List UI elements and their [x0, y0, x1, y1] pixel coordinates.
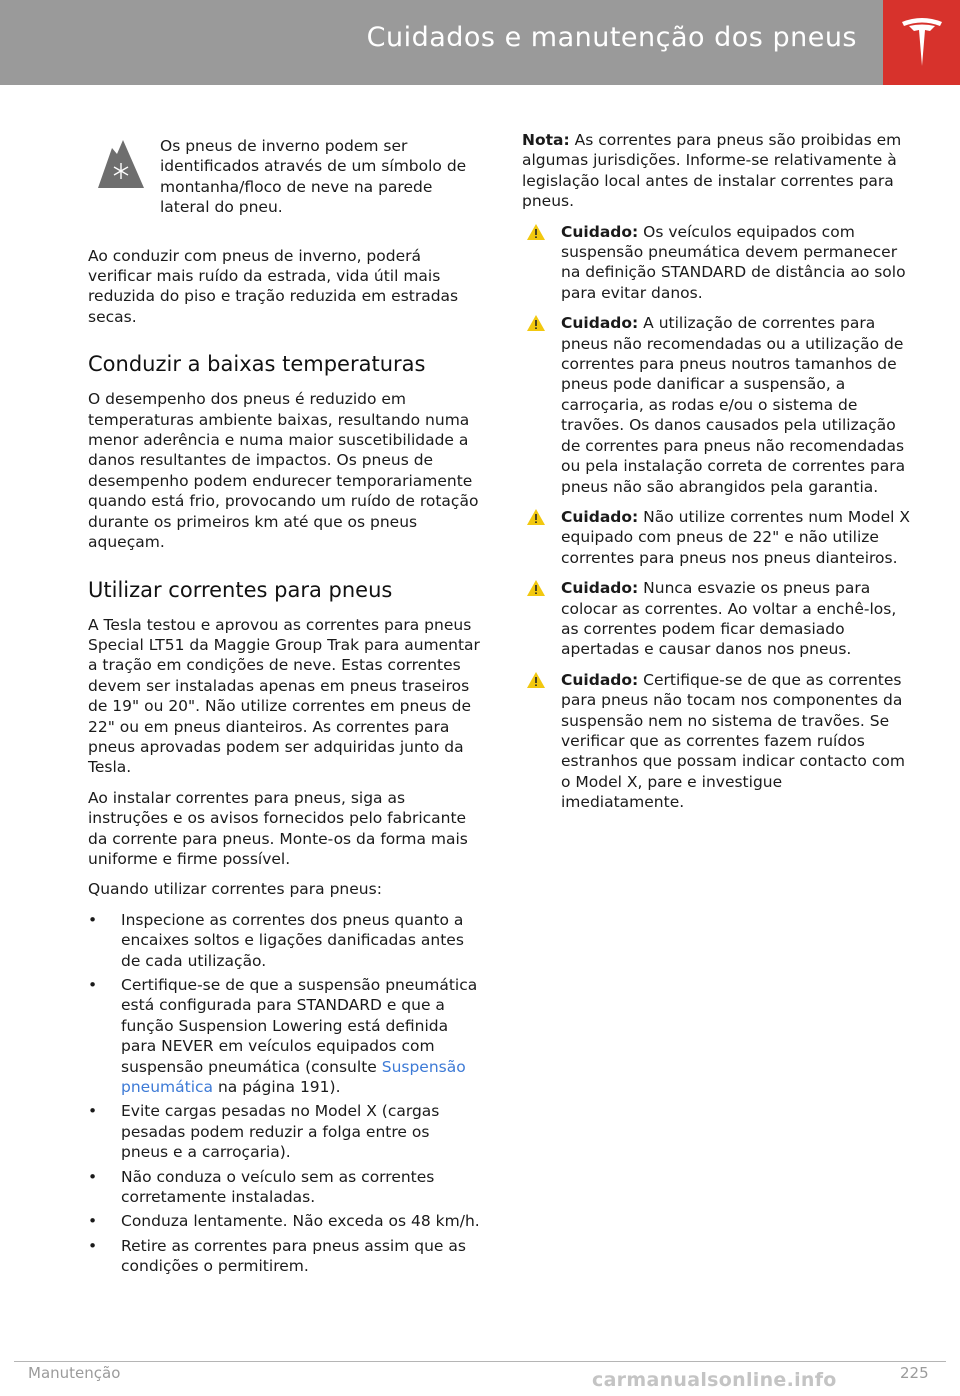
caution-block: Cuidado: Certifique-se de que as correntes para pneus não tocam nos componentes da suspensão nem no sistema de travões. Se verificar que as correntes fazem ruídos estranhos que possam indicar contacto com o Model X, pare e investigue imediatamente. [522, 670, 910, 813]
warning-triangle-icon [526, 314, 546, 332]
left-column [88, 136, 480, 1281]
note [522, 130, 910, 212]
list-item: • Inspecione as correntes dos pneus quanto a encaixes soltos e ligações danificadas antes de cada utilização. [88, 910, 480, 971]
chains-para-2: Ao instalar correntes para pneus, siga as instruções e os avisos fornecidos pelo fabricante da corrente para pneus. Monte-os da forma mais uniforme e firme possível. [88, 788, 468, 868]
header-bar [0, 0, 883, 85]
footer-section: Manutenção [28, 1364, 121, 1382]
tesla-logo-icon [900, 16, 944, 68]
note-text: As correntes para pneus são proibidas em algumas jurisdições. Informe-se relativamente à legislação local antes de instalar correntes para pneus. [522, 131, 902, 211]
footer-divider [14, 1361, 946, 1362]
warning-triangle-icon [526, 508, 546, 526]
mountain-snowflake-icon [97, 139, 145, 189]
warning-triangle-icon [526, 671, 546, 689]
watermark: carmanualsonline.info [592, 1369, 837, 1391]
heading-cold: Conduzir a baixas temperaturas [88, 352, 426, 377]
warning-triangle-icon [526, 223, 546, 241]
heading-chains: Utilizar correntes para pneus [88, 577, 393, 602]
page-title: Cuidados e manutenção dos pneus [366, 22, 857, 53]
list-item: • Conduza lentamente. Não exceda os 48 km/h. [88, 1211, 480, 1231]
caution-block: Cuidado: A utilização de correntes para pneus não recomendadas ou a utilização de correntes para pneus noutros tamanhos de pneus pode danificar a suspensão, a carroçaria, as rodas e/ou o sistema de travões. Os danos causados pela utilização de correntes para pneus não recomendadas ou pela instalação correta de correntes para pneus não são abrangidos pela garantia. [522, 313, 910, 497]
suspension-link[interactable]: Suspensão pneumática [121, 1057, 466, 1097]
warning-triangle-icon [526, 579, 546, 597]
list-item: • Certifique-se de que a suspensão pneumática está configurada para STANDARD e que a função Suspension Lowering está definida para NEVER em veículos equipados com suspensão pneumática (consulte Suspensão pneumática na página 191). [88, 975, 480, 1097]
list-item: • Evite cargas pesadas no Model X (cargas pesadas podem reduzir a folga entre os pneus e a carroçaria). [88, 1101, 480, 1162]
caution-block: Cuidado: Os veículos equipados com suspensão pneumática devem permanecer na definição STANDARD de distância ao solo para evitar danos. [522, 222, 910, 304]
chain-usage-list [88, 910, 480, 1277]
list-item: • Não conduza o veículo sem as correntes corretamente instaladas. [88, 1167, 480, 1208]
winter-intro: Ao conduzir com pneus de inverno, poderá verificar mais ruído da estrada, vida útil mais reduzida do piso e tração reduzida em estradas secas. [88, 246, 459, 326]
chains-para-1: A Tesla testou e aprovou as correntes para pneus Special LT51 da Maggie Group Trak para aumentar a tração em condições de neve. Estas correntes devem ser instaladas apenas em pneus traseiros de 19" ou 20". Não utilize correntes em pneus de 22" ou em pneus dianteiros. As correntes para pneus aprovadas podem ser adquiridas junto da Tesla. [88, 615, 480, 777]
caution-block: Cuidado: Não utilize correntes num Model X equipado com pneus de 22" e não utilize correntes para pneus nos pneus dianteiros. [522, 507, 910, 568]
note-label: Nota: [522, 131, 570, 149]
caution-block: Cuidado: Nunca esvazie os pneus para colocar as correntes. Ao voltar a enchê-los, as correntes podem ficar demasiado apertadas e causar danos nos pneus. [522, 578, 910, 660]
right-column [522, 130, 910, 823]
list-item: • Retire as correntes para pneus assim que as condições o permitirem. [88, 1236, 480, 1277]
chains-para-3: Quando utilizar correntes para pneus: [88, 880, 382, 899]
tesla-logo [883, 0, 960, 85]
page-number: 225 [900, 1364, 929, 1382]
winter-note-text: Os pneus de inverno podem ser identificados através de um símbolo de montanha/floco de neve na parede lateral do pneu. [160, 137, 467, 217]
cold-text: O desempenho dos pneus é reduzido em temperaturas ambiente baixas, resultando numa menor aderência e numa maior suscetibilidade a danos resultantes de impactos. Os pneus de desempenho podem endurecer temporariamente quando está frio, provocando um ruído de rotação durante os primeiros km até que os pneus aqueçam. [88, 390, 479, 552]
winter-tire-note [88, 136, 480, 218]
